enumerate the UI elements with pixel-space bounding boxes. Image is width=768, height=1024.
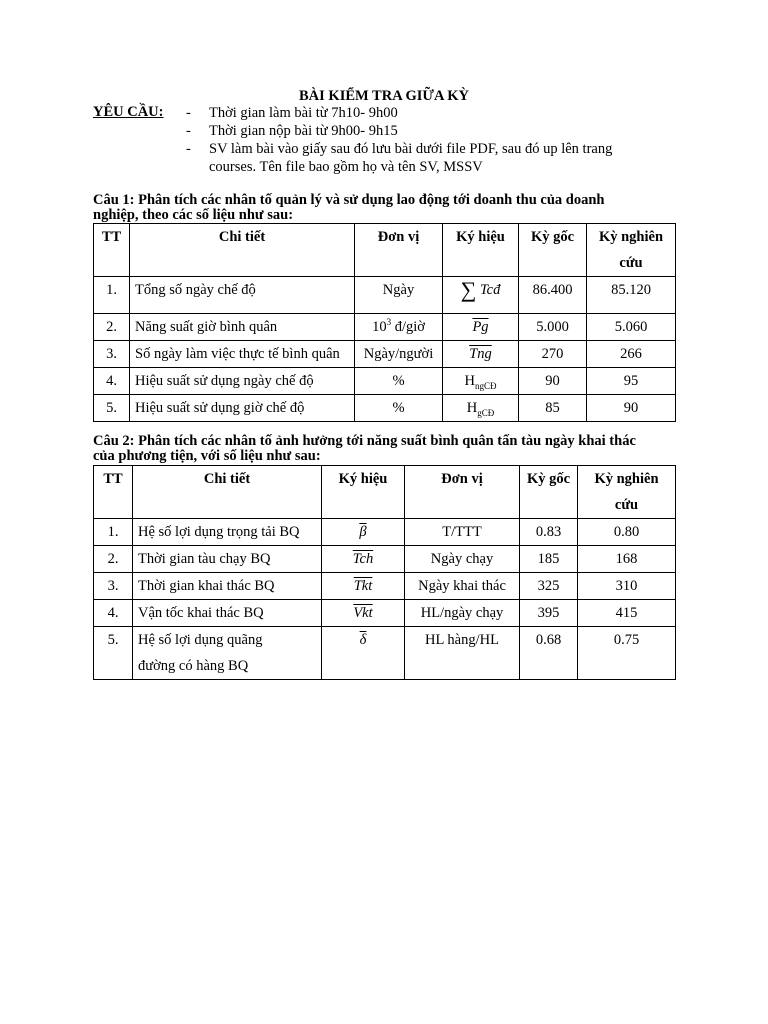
header-study-line2: cứu [619,255,643,271]
table-header-row [94,466,676,519]
cell-detail: Tổng số ngày chế độ [130,277,355,314]
unit-base: 10 [372,319,387,335]
cell-base: 0.83 [520,519,578,546]
list-dash: - [186,105,191,121]
cell-unit: Ngày [355,277,443,314]
cell-unit: HL/ngày chạy [405,600,520,627]
unit-text: đ/giờ [391,319,425,335]
symbol-text: H [464,373,475,389]
col-header-detail: Chi tiết [133,466,322,519]
cell-symbol [443,395,519,422]
requirement-item [186,104,666,122]
cell-unit: % [355,368,443,395]
question-1-line1: Câu 1: Phân tích các nhân tố quản lý và sử dụng lao động tới doanh thu của doanh [93,192,605,208]
symbol-text: $\overline{Pg}$ [472,319,489,335]
question-2-line1: Câu 2: Phân tích các nhân tố ảnh hưởng tới năng suất bình quân tấn tàu ngày khai thác [93,433,636,449]
cell-tt: 4. [94,600,133,627]
symbol-subscript: ngCĐ [474,380,497,391]
col-header-tt: TT [94,466,133,519]
col-header-base: Kỳ gốc [520,466,578,519]
question-1-line2: nghiệp, theo các số liệu như sau: [93,207,294,223]
requirement-text: Thời gian làm bài từ 7h10- 9h00 [209,105,398,121]
cell-symbol [443,341,519,368]
requirement-text: SV làm bài vào giấy sau đó lưu bài dưới file PDF, sau đó up lên trang [209,141,613,157]
cell-study: 90 [587,395,676,422]
table-row [94,395,676,422]
table-row [94,546,676,573]
cell-study: 266 [587,341,676,368]
cell-detail: Số ngày làm việc thực tế bình quân [130,341,355,368]
cell-symbol [322,600,405,627]
cell-detail: Thời gian tàu chạy BQ [133,546,322,573]
cell-detail: Vận tốc khai thác BQ [133,600,322,627]
requirements-list [186,104,666,176]
table-header-row [94,224,676,277]
requirement-item [186,122,666,140]
cell-study: 95 [587,368,676,395]
cell-base: 0.68 [520,627,578,680]
col-header-tt: TT [94,224,130,277]
symbol-text: $\overline{\delta}$ [359,632,367,648]
cell-unit [355,314,443,341]
cell-symbol [322,627,405,680]
cell-unit: HL hàng/HL [405,627,520,680]
cell-study: 168 [578,546,676,573]
page-title: BÀI KIỂM TRA GIỮA KỲ [299,88,469,104]
requirement-item [186,140,666,176]
symbol-text: $\overline{Tch}$ [352,551,374,567]
cell-study: 310 [578,573,676,600]
cell-tt: 2. [94,314,130,341]
table-row [94,600,676,627]
cell-study: 0.80 [578,519,676,546]
detail-line1: Hệ số lợi dụng quãng [138,632,263,648]
question-2-line2: của phương tiện, với số liệu như sau: [93,448,321,464]
cell-base: 90 [519,368,587,395]
list-dash: - [186,123,191,139]
unit-exponent: 3 [386,317,392,328]
cell-tt: 2. [94,546,133,573]
symbol-text: $\overline{Vkt}$ [353,605,373,621]
cell-symbol [322,573,405,600]
cell-tt: 4. [94,368,130,395]
col-header-study [587,224,676,277]
header-study-line1: Kỳ nghiên [598,229,664,245]
symbol-text: Tcđ [479,282,501,298]
cell-base: 185 [520,546,578,573]
table-row [94,368,676,395]
cell-base: 86.400 [519,277,587,314]
col-header-symbol: Ký hiệu [322,466,405,519]
col-header-symbol: Ký hiệu [443,224,519,277]
table-row [94,519,676,546]
cell-tt: 1. [94,277,130,314]
symbol-text: $\overline{Tkt}$ [353,578,373,594]
symbol-subscript: gCĐ [477,407,495,418]
cell-study: 85.120 [587,277,676,314]
cell-symbol [443,314,519,341]
cell-study: 415 [578,600,676,627]
cell-base: 325 [520,573,578,600]
cell-symbol [443,277,519,314]
header-study-line1: Kỳ nghiên [594,471,659,487]
requirements-label: YÊU CẦU: [93,104,164,120]
cell-unit: Ngày khai thác [405,573,520,600]
cell-base: 395 [520,600,578,627]
sigma-symbol: ∑ [460,277,477,302]
cell-detail: Thời gian khai thác BQ [133,573,322,600]
symbol-text: H [466,400,478,416]
col-header-base: Kỳ gốc [519,224,587,277]
cell-unit: T/TTT [405,519,520,546]
requirement-text-cont: courses. Tên file bao gồm họ và tên SV, MSSV [209,159,483,175]
cell-detail: Năng suất giờ bình quân [130,314,355,341]
cell-base: 5.000 [519,314,587,341]
table-row [94,573,676,600]
cell-detail: Hiệu suất sử dụng giờ chế độ [130,395,355,422]
list-dash: - [186,141,191,157]
col-header-unit: Đơn vị [405,466,520,519]
symbol-text: $\overline{Tng}$ [469,346,492,362]
cell-symbol [322,519,405,546]
question-1-heading [93,193,683,223]
symbol-text: $\overline{\beta}$ [359,524,367,540]
cell-detail: Hiệu suất sử dụng ngày chế độ [130,368,355,395]
col-header-detail: Chi tiết [130,224,355,277]
cell-study: 5.060 [587,314,676,341]
question-1-table [93,223,676,422]
table-row [94,627,676,680]
cell-tt: 5. [94,627,133,680]
cell-symbol [443,368,519,395]
detail-line2: đường có hàng BQ [138,658,249,674]
cell-tt: 5. [94,395,130,422]
cell-base: 85 [519,395,587,422]
table-row [94,314,676,341]
cell-base: 270 [519,341,587,368]
cell-tt: 3. [94,573,133,600]
cell-unit: Ngày/người [355,341,443,368]
header-study-line2: cứu [614,497,639,513]
table-row [94,341,676,368]
question-2-heading [93,434,683,464]
cell-detail [133,627,322,680]
cell-unit: % [355,395,443,422]
cell-detail: Hệ số lợi dụng trọng tải BQ [133,519,322,546]
cell-tt: 3. [94,341,130,368]
table-row [94,277,676,314]
col-header-study [578,466,676,519]
requirement-text: Thời gian nộp bài từ 9h00- 9h15 [209,123,398,139]
col-header-unit: Đơn vị [355,224,443,277]
cell-unit: Ngày chạy [405,546,520,573]
cell-symbol [322,546,405,573]
cell-tt: 1. [94,519,133,546]
cell-study: 0.75 [578,627,676,680]
question-2-table [93,465,676,680]
